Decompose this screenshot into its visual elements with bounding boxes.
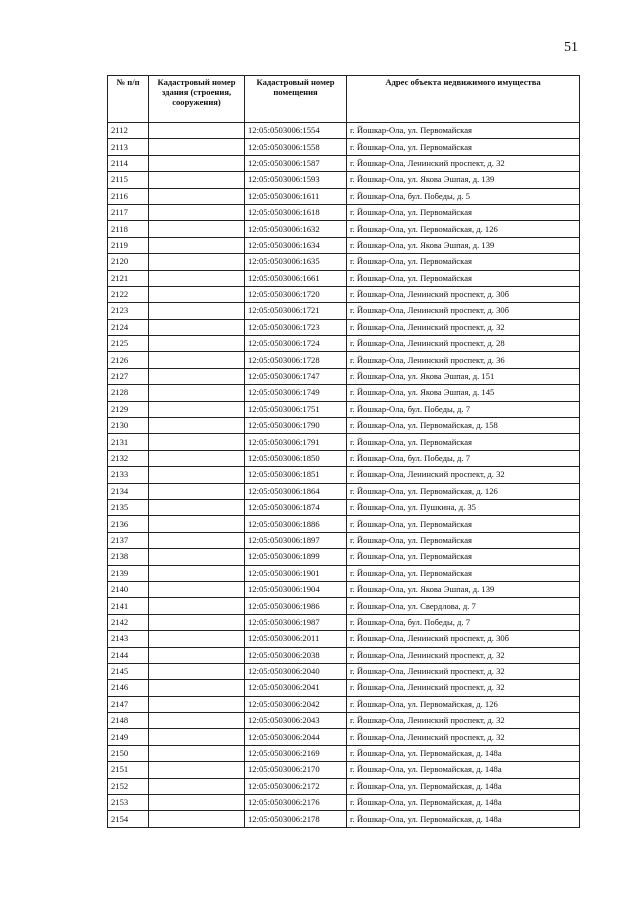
cell-building-cadastral-number xyxy=(149,762,245,778)
header-building-cadastral-number: Кадастровый номер здания (строения, сооружения) xyxy=(149,76,245,123)
cell-premises-cadastral-number: 12:05:0503006:1851 xyxy=(245,467,347,483)
cell-row-number: 2128 xyxy=(108,385,149,401)
table-row xyxy=(108,368,580,384)
table-row xyxy=(108,401,580,417)
cell-row-number: 2145 xyxy=(108,663,149,679)
cell-row-number: 2147 xyxy=(108,696,149,712)
cell-building-cadastral-number xyxy=(149,516,245,532)
cell-building-cadastral-number xyxy=(149,385,245,401)
cell-premises-cadastral-number: 12:05:0503006:1724 xyxy=(245,336,347,352)
cell-row-number: 2151 xyxy=(108,762,149,778)
cell-row-number: 2127 xyxy=(108,368,149,384)
cell-building-cadastral-number xyxy=(149,647,245,663)
cell-property-address: г. Йошкар-Ола, бул. Победы, д. 5 xyxy=(347,188,580,204)
cell-building-cadastral-number xyxy=(149,713,245,729)
cell-premises-cadastral-number: 12:05:0503006:1874 xyxy=(245,499,347,515)
cell-building-cadastral-number xyxy=(149,549,245,565)
cell-row-number: 2133 xyxy=(108,467,149,483)
cell-premises-cadastral-number: 12:05:0503006:2178 xyxy=(245,811,347,827)
cell-row-number: 2116 xyxy=(108,188,149,204)
cell-premises-cadastral-number: 12:05:0503006:1904 xyxy=(245,581,347,597)
cell-building-cadastral-number xyxy=(149,499,245,515)
cell-premises-cadastral-number: 12:05:0503006:1751 xyxy=(245,401,347,417)
cell-row-number: 2136 xyxy=(108,516,149,532)
cell-property-address: г. Йошкар-Ола, Ленинский проспект, д. 32 xyxy=(347,647,580,663)
property-registry-table xyxy=(107,75,580,828)
cell-row-number: 2126 xyxy=(108,352,149,368)
cell-premises-cadastral-number: 12:05:0503006:1587 xyxy=(245,155,347,171)
cell-property-address: г. Йошкар-Ола, ул. Первомайская, д. 148а xyxy=(347,762,580,778)
cell-building-cadastral-number xyxy=(149,663,245,679)
cell-premises-cadastral-number: 12:05:0503006:2044 xyxy=(245,729,347,745)
cell-building-cadastral-number xyxy=(149,319,245,335)
table-row xyxy=(108,319,580,335)
cell-premises-cadastral-number: 12:05:0503006:1749 xyxy=(245,385,347,401)
cell-property-address: г. Йошкар-Ола, Ленинский проспект, д. 30б xyxy=(347,286,580,302)
cell-property-address: г. Йошкар-Ола, ул. Якова Эшпая, д. 145 xyxy=(347,385,580,401)
cell-row-number: 2121 xyxy=(108,270,149,286)
cell-premises-cadastral-number: 12:05:0503006:1987 xyxy=(245,614,347,630)
table-row xyxy=(108,778,580,794)
cell-property-address: г. Йошкар-Ола, Ленинский проспект, д. 28 xyxy=(347,336,580,352)
cell-row-number: 2132 xyxy=(108,450,149,466)
cell-row-number: 2119 xyxy=(108,237,149,253)
cell-row-number: 2138 xyxy=(108,549,149,565)
table-row xyxy=(108,811,580,827)
table-row xyxy=(108,221,580,237)
cell-property-address: г. Йошкар-Ола, Ленинский проспект, д. 32 xyxy=(347,729,580,745)
cell-property-address: г. Йошкар-Ола, бул. Победы, д. 7 xyxy=(347,450,580,466)
cell-building-cadastral-number xyxy=(149,581,245,597)
cell-row-number: 2146 xyxy=(108,680,149,696)
cell-row-number: 2129 xyxy=(108,401,149,417)
cell-premises-cadastral-number: 12:05:0503006:1728 xyxy=(245,352,347,368)
cell-premises-cadastral-number: 12:05:0503006:1720 xyxy=(245,286,347,302)
cell-property-address: г. Йошкар-Ола, ул. Первомайская xyxy=(347,123,580,139)
cell-building-cadastral-number xyxy=(149,532,245,548)
cell-row-number: 2120 xyxy=(108,254,149,270)
cell-property-address: г. Йошкар-Ола, ул. Свердлова, д. 7 xyxy=(347,598,580,614)
cell-property-address: г. Йошкар-Ола, ул. Первомайская, д. 126 xyxy=(347,696,580,712)
table-row xyxy=(108,549,580,565)
cell-building-cadastral-number xyxy=(149,286,245,302)
cell-premises-cadastral-number: 12:05:0503006:2042 xyxy=(245,696,347,712)
table-row xyxy=(108,598,580,614)
cell-building-cadastral-number xyxy=(149,401,245,417)
cell-property-address: г. Йошкар-Ола, ул. Якова Эшпая, д. 139 xyxy=(347,237,580,253)
cell-row-number: 2124 xyxy=(108,319,149,335)
cell-property-address: г. Йошкар-Ола, Ленинский проспект, д. 32 xyxy=(347,319,580,335)
cell-row-number: 2137 xyxy=(108,532,149,548)
cell-row-number: 2150 xyxy=(108,745,149,761)
table-row xyxy=(108,663,580,679)
table-row xyxy=(108,680,580,696)
table-row xyxy=(108,581,580,597)
cell-premises-cadastral-number: 12:05:0503006:2176 xyxy=(245,795,347,811)
cell-row-number: 2134 xyxy=(108,483,149,499)
cell-premises-cadastral-number: 12:05:0503006:1864 xyxy=(245,483,347,499)
table-row xyxy=(108,385,580,401)
cell-row-number: 2113 xyxy=(108,139,149,155)
cell-property-address: г. Йошкар-Ола, ул. Якова Эшпая, д. 139 xyxy=(347,581,580,597)
cell-premises-cadastral-number: 12:05:0503006:1747 xyxy=(245,368,347,384)
cell-premises-cadastral-number: 12:05:0503006:2043 xyxy=(245,713,347,729)
table-row xyxy=(108,483,580,499)
cell-building-cadastral-number xyxy=(149,270,245,286)
cell-building-cadastral-number xyxy=(149,778,245,794)
cell-property-address: г. Йошкар-Ола, Ленинский проспект, д. 32 xyxy=(347,467,580,483)
cell-property-address: г. Йошкар-Ола, ул. Первомайская, д. 126 xyxy=(347,483,580,499)
table-row xyxy=(108,155,580,171)
table-row xyxy=(108,434,580,450)
cell-property-address: г. Йошкар-Ола, ул. Якова Эшпая, д. 151 xyxy=(347,368,580,384)
cell-row-number: 2143 xyxy=(108,631,149,647)
table-row xyxy=(108,336,580,352)
cell-property-address: г. Йошкар-Ола, ул. Первомайская xyxy=(347,532,580,548)
cell-property-address: г. Йошкар-Ола, ул. Первомайская xyxy=(347,516,580,532)
cell-property-address: г. Йошкар-Ола, Ленинский проспект, д. 30б xyxy=(347,303,580,319)
cell-building-cadastral-number xyxy=(149,352,245,368)
cell-premises-cadastral-number: 12:05:0503006:1899 xyxy=(245,549,347,565)
cell-property-address: г. Йошкар-Ола, ул. Первомайская, д. 148а xyxy=(347,795,580,811)
cell-building-cadastral-number xyxy=(149,221,245,237)
cell-building-cadastral-number xyxy=(149,139,245,155)
cell-building-cadastral-number xyxy=(149,483,245,499)
cell-building-cadastral-number xyxy=(149,745,245,761)
cell-premises-cadastral-number: 12:05:0503006:1558 xyxy=(245,139,347,155)
table-row xyxy=(108,467,580,483)
table-row xyxy=(108,270,580,286)
cell-property-address: г. Йошкар-Ола, ул. Якова Эшпая, д. 139 xyxy=(347,172,580,188)
cell-row-number: 2130 xyxy=(108,418,149,434)
cell-property-address: г. Йошкар-Ола, бул. Победы, д. 7 xyxy=(347,401,580,417)
cell-row-number: 2152 xyxy=(108,778,149,794)
cell-property-address: г. Йошкар-Ола, ул. Первомайская xyxy=(347,434,580,450)
cell-premises-cadastral-number: 12:05:0503006:1790 xyxy=(245,418,347,434)
table-row xyxy=(108,499,580,515)
cell-building-cadastral-number xyxy=(149,155,245,171)
header-row-number: № п/п xyxy=(108,76,149,123)
table-row xyxy=(108,237,580,253)
cell-property-address: г. Йошкар-Ола, ул. Первомайская, д. 148а xyxy=(347,811,580,827)
cell-building-cadastral-number xyxy=(149,123,245,139)
cell-premises-cadastral-number: 12:05:0503006:1723 xyxy=(245,319,347,335)
cell-property-address: г. Йошкар-Ола, ул. Первомайская, д. 126 xyxy=(347,221,580,237)
table-row xyxy=(108,614,580,630)
cell-premises-cadastral-number: 12:05:0503006:1850 xyxy=(245,450,347,466)
cell-building-cadastral-number xyxy=(149,450,245,466)
cell-property-address: г. Йошкар-Ола, Ленинский проспект, д. 32 xyxy=(347,713,580,729)
cell-row-number: 2122 xyxy=(108,286,149,302)
cell-building-cadastral-number xyxy=(149,811,245,827)
page-number: 51 xyxy=(564,40,578,55)
table-row xyxy=(108,352,580,368)
cell-property-address: г. Йошкар-Ола, бул. Победы, д. 7 xyxy=(347,614,580,630)
cell-premises-cadastral-number: 12:05:0503006:1721 xyxy=(245,303,347,319)
cell-building-cadastral-number xyxy=(149,188,245,204)
cell-building-cadastral-number xyxy=(149,303,245,319)
table-body xyxy=(108,123,580,828)
table-row xyxy=(108,795,580,811)
table-header-row xyxy=(108,76,580,123)
table-row xyxy=(108,450,580,466)
cell-property-address: г. Йошкар-Ола, Ленинский проспект, д. 32 xyxy=(347,663,580,679)
cell-premises-cadastral-number: 12:05:0503006:1634 xyxy=(245,237,347,253)
table-row xyxy=(108,204,580,220)
cell-building-cadastral-number xyxy=(149,631,245,647)
table-row xyxy=(108,631,580,647)
cell-property-address: г. Йошкар-Ола, Ленинский проспект, д. 30б xyxy=(347,631,580,647)
cell-property-address: г. Йошкар-Ола, ул. Первомайская, д. 158 xyxy=(347,418,580,434)
table-row xyxy=(108,729,580,745)
table-row xyxy=(108,647,580,663)
header-property-address: Адрес объекта недвижимого имущества xyxy=(347,76,580,123)
cell-building-cadastral-number xyxy=(149,729,245,745)
table-row xyxy=(108,139,580,155)
cell-premises-cadastral-number: 12:05:0503006:1897 xyxy=(245,532,347,548)
cell-building-cadastral-number xyxy=(149,696,245,712)
table-row xyxy=(108,565,580,581)
cell-property-address: г. Йошкар-Ола, ул. Первомайская xyxy=(347,139,580,155)
table-row xyxy=(108,745,580,761)
table-row xyxy=(108,172,580,188)
cell-row-number: 2117 xyxy=(108,204,149,220)
cell-row-number: 2114 xyxy=(108,155,149,171)
cell-premises-cadastral-number: 12:05:0503006:2041 xyxy=(245,680,347,696)
cell-premises-cadastral-number: 12:05:0503006:1611 xyxy=(245,188,347,204)
table-row xyxy=(108,418,580,434)
cell-property-address: г. Йошкар-Ола, ул. Первомайская xyxy=(347,549,580,565)
table-row xyxy=(108,303,580,319)
cell-property-address: г. Йошкар-Ола, Ленинский проспект, д. 36 xyxy=(347,352,580,368)
cell-premises-cadastral-number: 12:05:0503006:1886 xyxy=(245,516,347,532)
table-row xyxy=(108,254,580,270)
cell-building-cadastral-number xyxy=(149,204,245,220)
cell-premises-cadastral-number: 12:05:0503006:2011 xyxy=(245,631,347,647)
cell-building-cadastral-number xyxy=(149,172,245,188)
cell-premises-cadastral-number: 12:05:0503006:1635 xyxy=(245,254,347,270)
cell-row-number: 2123 xyxy=(108,303,149,319)
cell-row-number: 2144 xyxy=(108,647,149,663)
cell-row-number: 2115 xyxy=(108,172,149,188)
cell-property-address: г. Йошкар-Ола, ул. Первомайская xyxy=(347,254,580,270)
cell-row-number: 2118 xyxy=(108,221,149,237)
table-row xyxy=(108,123,580,139)
cell-premises-cadastral-number: 12:05:0503006:1554 xyxy=(245,123,347,139)
cell-property-address: г. Йошкар-Ола, ул. Первомайская, д. 148а xyxy=(347,778,580,794)
cell-building-cadastral-number xyxy=(149,680,245,696)
cell-building-cadastral-number xyxy=(149,598,245,614)
cell-row-number: 2149 xyxy=(108,729,149,745)
cell-premises-cadastral-number: 12:05:0503006:1791 xyxy=(245,434,347,450)
header-premises-cadastral-number: Кадастровый номер помещения xyxy=(245,76,347,123)
cell-property-address: г. Йошкар-Ола, ул. Первомайская xyxy=(347,565,580,581)
cell-row-number: 2148 xyxy=(108,713,149,729)
cell-building-cadastral-number xyxy=(149,237,245,253)
cell-premises-cadastral-number: 12:05:0503006:1632 xyxy=(245,221,347,237)
cell-row-number: 2139 xyxy=(108,565,149,581)
table-row xyxy=(108,286,580,302)
cell-premises-cadastral-number: 12:05:0503006:2170 xyxy=(245,762,347,778)
table-row xyxy=(108,532,580,548)
cell-premises-cadastral-number: 12:05:0503006:2172 xyxy=(245,778,347,794)
cell-row-number: 2142 xyxy=(108,614,149,630)
cell-premises-cadastral-number: 12:05:0503006:1986 xyxy=(245,598,347,614)
cell-building-cadastral-number xyxy=(149,614,245,630)
cell-row-number: 2141 xyxy=(108,598,149,614)
cell-premises-cadastral-number: 12:05:0503006:1661 xyxy=(245,270,347,286)
cell-row-number: 2131 xyxy=(108,434,149,450)
table-row xyxy=(108,188,580,204)
cell-premises-cadastral-number: 12:05:0503006:1593 xyxy=(245,172,347,188)
cell-building-cadastral-number xyxy=(149,254,245,270)
cell-premises-cadastral-number: 12:05:0503006:1901 xyxy=(245,565,347,581)
table-row xyxy=(108,696,580,712)
cell-premises-cadastral-number: 12:05:0503006:2169 xyxy=(245,745,347,761)
table-row xyxy=(108,762,580,778)
cell-building-cadastral-number xyxy=(149,434,245,450)
cell-building-cadastral-number xyxy=(149,565,245,581)
cell-property-address: г. Йошкар-Ола, ул. Первомайская xyxy=(347,204,580,220)
cell-row-number: 2125 xyxy=(108,336,149,352)
cell-building-cadastral-number xyxy=(149,418,245,434)
cell-building-cadastral-number xyxy=(149,795,245,811)
cell-row-number: 2135 xyxy=(108,499,149,515)
cell-row-number: 2154 xyxy=(108,811,149,827)
cell-row-number: 2140 xyxy=(108,581,149,597)
cell-property-address: г. Йошкар-Ола, Ленинский проспект, д. 32 xyxy=(347,155,580,171)
cell-row-number: 2153 xyxy=(108,795,149,811)
cell-building-cadastral-number xyxy=(149,467,245,483)
table-row xyxy=(108,713,580,729)
cell-property-address: г. Йошкар-Ола, ул. Первомайская, д. 148а xyxy=(347,745,580,761)
cell-premises-cadastral-number: 12:05:0503006:1618 xyxy=(245,204,347,220)
cell-premises-cadastral-number: 12:05:0503006:2040 xyxy=(245,663,347,679)
cell-row-number: 2112 xyxy=(108,123,149,139)
cell-building-cadastral-number xyxy=(149,368,245,384)
cell-property-address: г. Йошкар-Ола, Ленинский проспект, д. 32 xyxy=(347,680,580,696)
table-row xyxy=(108,516,580,532)
cell-premises-cadastral-number: 12:05:0503006:2038 xyxy=(245,647,347,663)
cell-property-address: г. Йошкар-Ола, ул. Пушкина, д. 35 xyxy=(347,499,580,515)
cell-property-address: г. Йошкар-Ола, ул. Первомайская xyxy=(347,270,580,286)
cell-building-cadastral-number xyxy=(149,336,245,352)
